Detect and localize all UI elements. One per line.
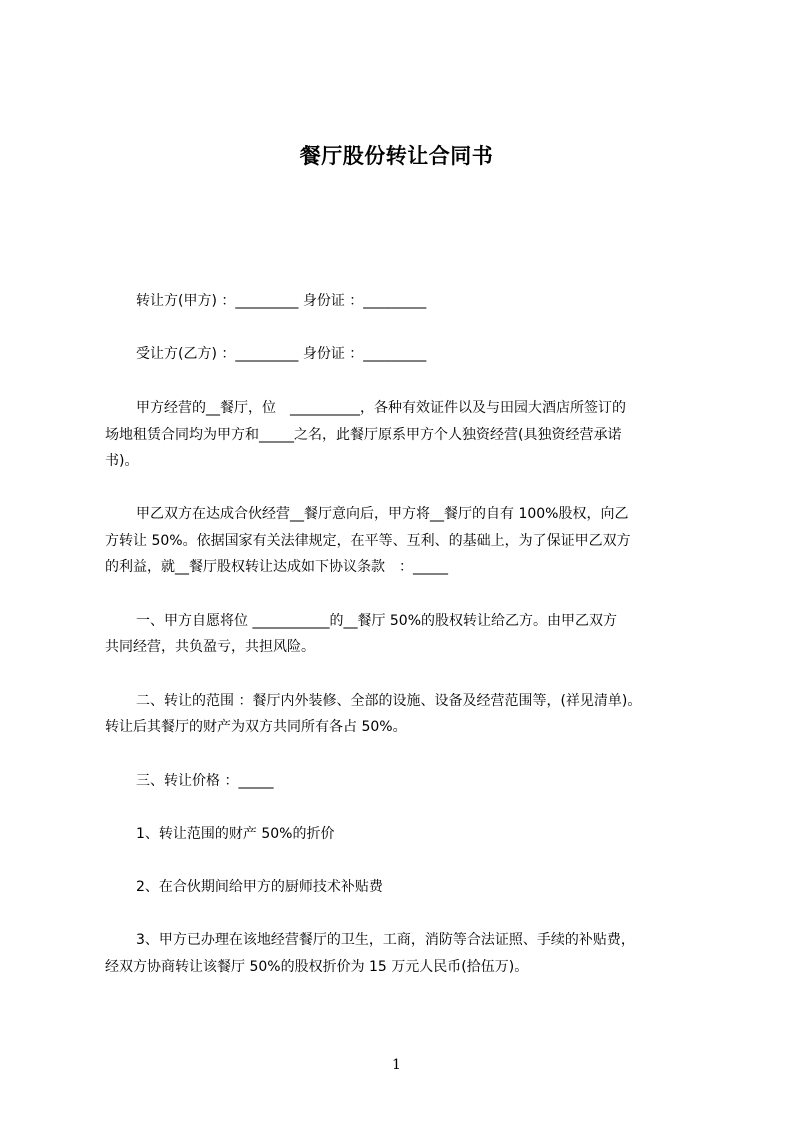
paragraph-2-line-1: 甲乙双方在达成合伙经营__餐厅意向后，甲方将__餐厅的自有 100%股权，向乙 <box>136 506 629 522</box>
paragraph-1-line-3: 书)。 <box>105 453 139 469</box>
party-b-line: 受让方(乙方) ：_________ 身份证 ：_________ <box>136 346 427 362</box>
paragraph-1-line-1: 甲方经营的__餐厅，位 __________，各种有效证件以及与田园大酒店所签订的 <box>136 400 626 416</box>
clause-2-line-1: 二、转让的范围 ：餐厅内外装修、全部的设施、设备及经营范围等，(祥见清单)。 <box>136 693 642 709</box>
item-1-line: 1、转让范围的财产 50%的折价 <box>136 826 335 842</box>
clause-1-line-2: 共同经营，共负盈亏，共担风险。 <box>105 639 315 655</box>
clause-1-line-1: 一、甲方自愿将位 ___________的__餐厅 50%的股权转让给乙方。由甲乙双方 <box>136 613 618 629</box>
paragraph-2-line-2: 方转让 50%。依据国家有关法律规定，在平等、互利、的基础上，为了保证甲乙双方 <box>105 533 631 549</box>
paragraph-1-line-2: 场地租赁合同均为甲方和_____之名，此餐厅原系甲方个人独资经营(具独资经营承诺 <box>105 427 622 443</box>
clause-3-line: 三、转让价格 ：_____ <box>136 773 274 789</box>
party-a-line: 转让方(甲方) ：_________ 身份证 ：_________ <box>136 293 427 309</box>
item-3-line-2: 经双方协商转让该餐厅 50%的股权折价为 15 万元人民币(拾伍万)。 <box>105 959 529 975</box>
document-title: 餐厅股份转让合同书 <box>299 144 494 168</box>
page-number: 1 <box>392 1057 401 1073</box>
paragraph-2-line-3: 的利益，就__餐厅股权转让达成如下协议条款 ：_____ <box>105 559 448 575</box>
item-2-line: 2、在合伙期间给甲方的厨师技术补贴费 <box>136 879 383 895</box>
clause-2-line-2: 转让后其餐厅的财产为双方共同所有各占 50%。 <box>105 719 407 735</box>
item-3-line-1: 3、甲方已办理在该地经营餐厅的卫生，工商，消防等合法证照、手续的补贴费， <box>136 932 635 948</box>
